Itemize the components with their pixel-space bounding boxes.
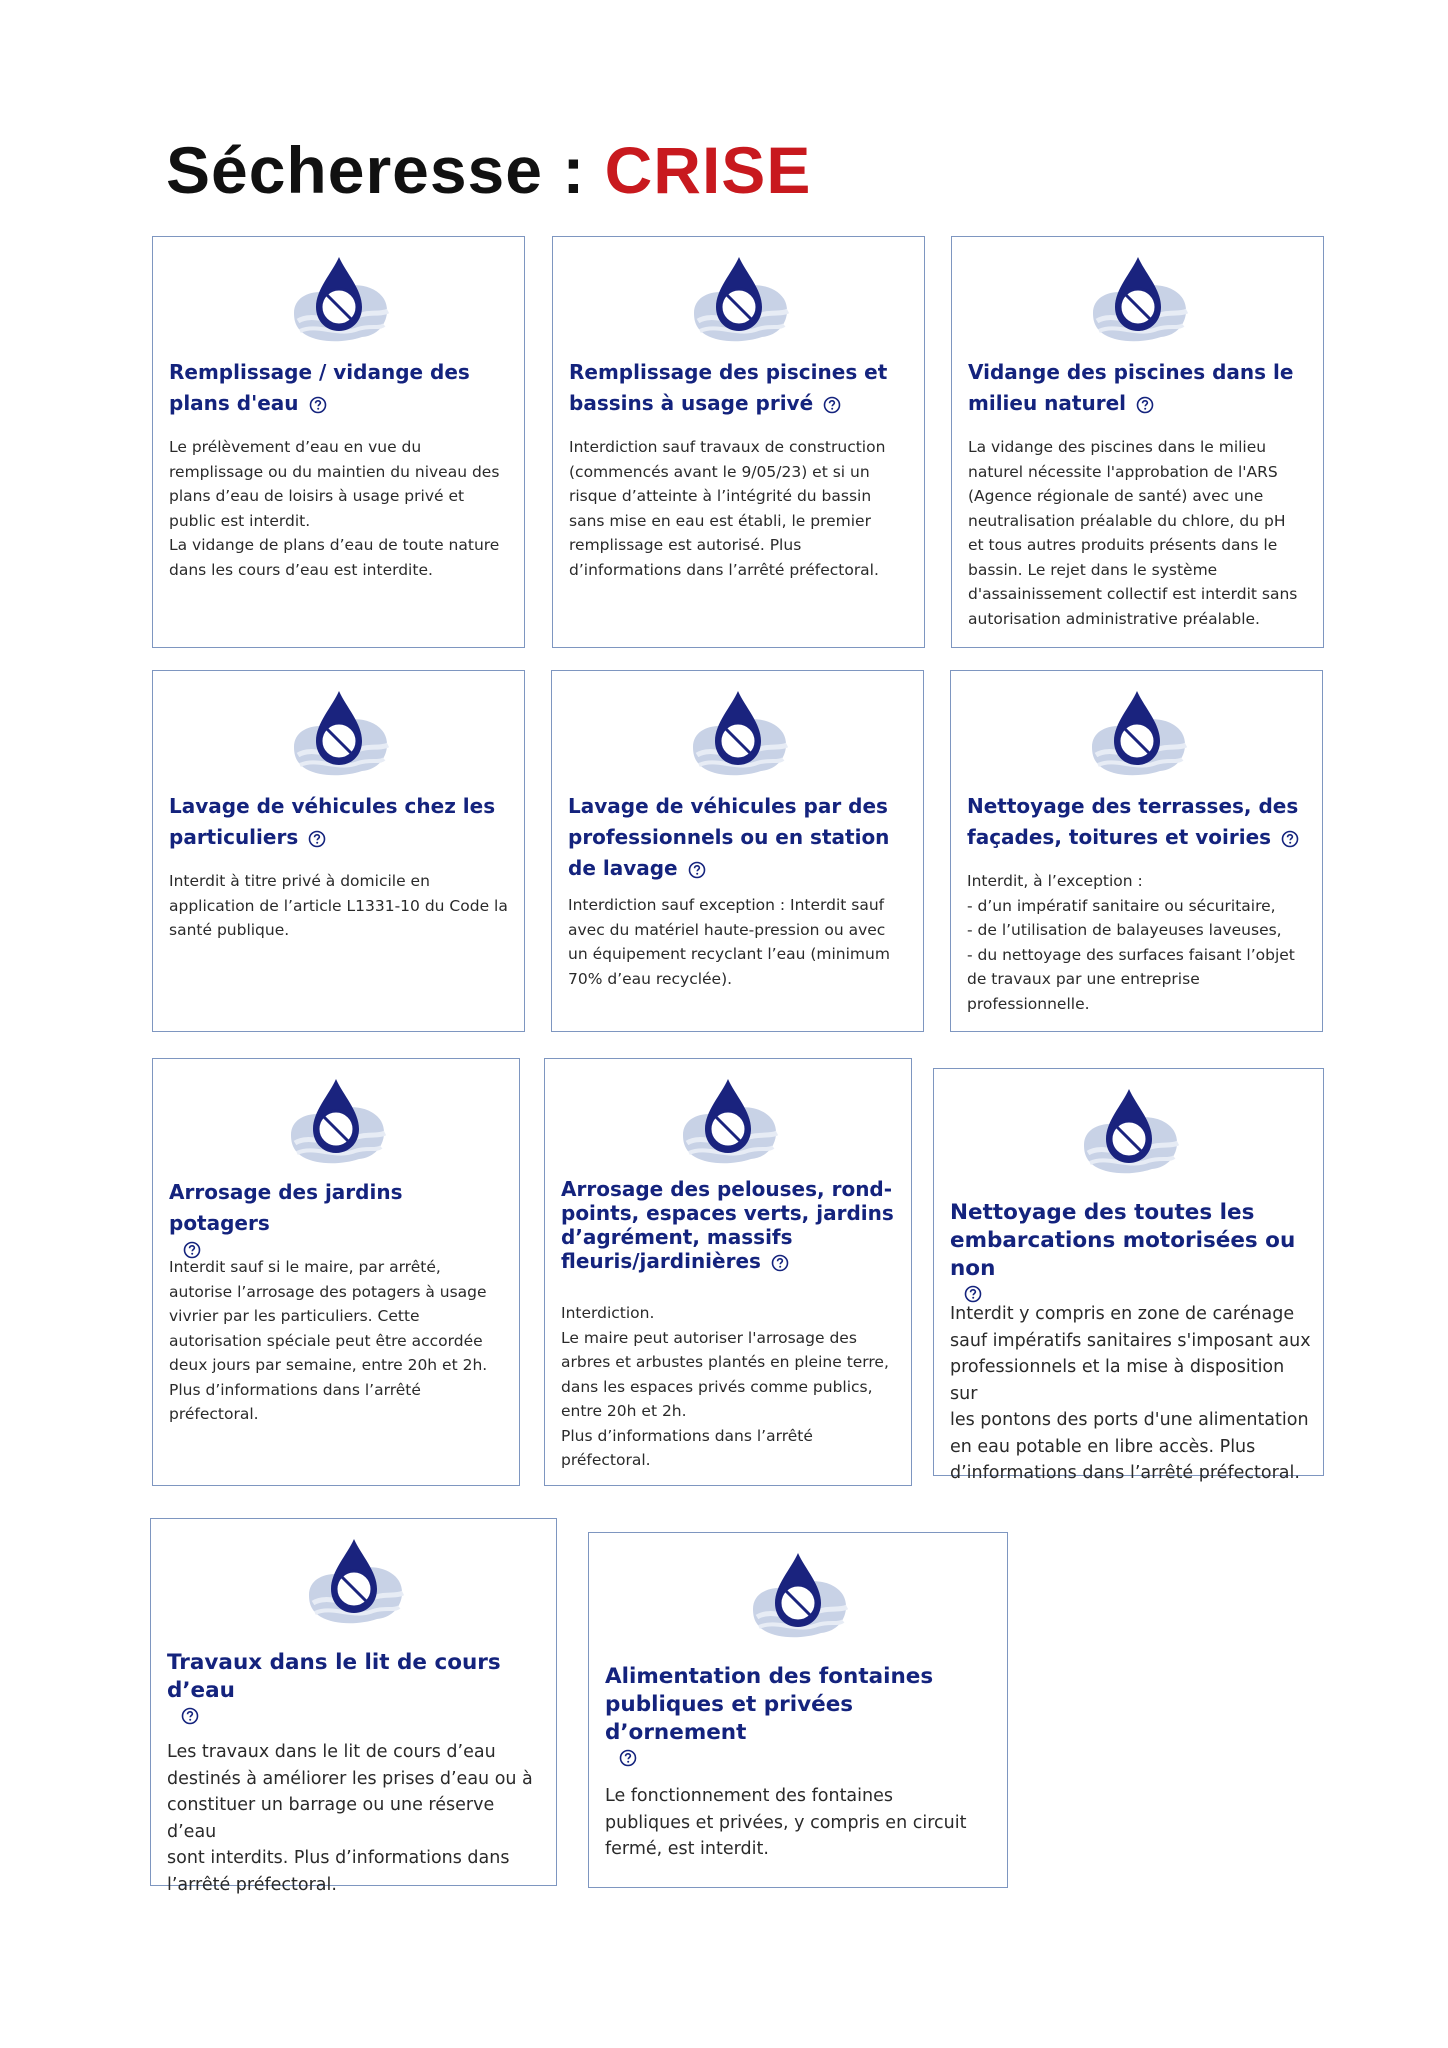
card-nettoyage-terrasses — [950, 670, 1323, 1032]
help-icon[interactable] — [181, 1707, 199, 1725]
card-remplissage-plans-eau — [152, 236, 525, 648]
help-icon[interactable] — [619, 1749, 637, 1767]
title-separator: : — [562, 133, 586, 207]
title-main: Sécheresse — [166, 133, 543, 207]
car-wash-prohibited-icon — [683, 685, 793, 785]
help-icon[interactable] — [1136, 396, 1154, 414]
watering-prohibited-icon — [673, 1073, 783, 1173]
watering-prohibited-icon — [281, 1073, 391, 1173]
card-body: Les travaux dans le lit de cours d’eau destinés à améliorer les prises d’eau ou à constituer un barrage ou une réserve d’eau sont interdits. Plus d’informations dans l’arrêté préfectoral. — [167, 1742, 533, 1895]
river-works-prohibited-icon — [299, 1533, 409, 1633]
card-lavage-particuliers — [152, 670, 525, 1032]
card-heading: Remplissage / vidange des plans d'eau — [169, 360, 470, 415]
help-icon[interactable] — [823, 396, 841, 414]
card-body: Interdit à titre privé à domicile en application de l’article L1331-10 du Code la santé publique. — [169, 872, 508, 939]
card-arrosage-potagers — [152, 1058, 520, 1486]
help-icon[interactable] — [308, 830, 326, 848]
card-heading: Nettoyage des toutes les embarcations motorisées ou non — [950, 1199, 1309, 1303]
card-heading: Lavage de véhicules chez les particuliers — [169, 794, 496, 849]
help-icon[interactable] — [771, 1254, 789, 1272]
card-remplissage-piscines — [552, 236, 925, 648]
car-wash-prohibited-icon — [1082, 685, 1192, 785]
card-heading: Vidange des piscines dans le milieu naturel — [968, 360, 1294, 415]
car-wash-prohibited-icon — [284, 685, 394, 785]
card-lavage-professionnels — [551, 670, 924, 1032]
card-heading: Alimentation des fontaines publiques et privées d’ornement — [605, 1663, 993, 1767]
card-body: Interdiction. Le maire peut autoriser l'arrosage des arbres et arbustes plantés en pleine terre, dans les espaces privés comme publics, entre 20h et 2h. Plus d’informations dans l’arrêté préfectoral. — [561, 1304, 889, 1469]
card-body: Interdiction sauf exception : Interdit sauf avec du matériel haute-pression ou avec un équipement recyclant l’eau (minimum 70% d’eau recyclée). — [568, 896, 890, 988]
card-vidange-piscines — [951, 236, 1324, 648]
help-icon[interactable] — [309, 396, 327, 414]
card-body: Le fonctionnement des fontaines publiques et privées, y compris en circuit fermé, est interdit. — [605, 1786, 967, 1859]
card-body: Interdit, à l’exception : - d’un impératif sanitaire ou sécuritaire, - de l’utilisation de balayeuses laveuses, - du nettoyage des surfaces faisant l’objet de travaux par une entreprise professionnelle. — [967, 872, 1295, 1013]
pool-prohibited-icon — [684, 251, 794, 351]
card-travaux-cours-eau — [150, 1518, 557, 1895]
card-body: Interdit sauf si le maire, par arrêté, autorise l’arrosage des potagers à usage vivrier par les particuliers. Cette autorisation spéciale peut être accordée deux jours par semaine, entre 20h et 2h. Plus d’informations dans l’arrêté préfectoral. — [169, 1258, 488, 1423]
title-crise-level: CRISE — [604, 133, 812, 207]
card-heading: Arrosage des jardins potagers — [169, 1177, 505, 1259]
boat-wash-prohibited-icon — [1074, 1083, 1184, 1183]
card-heading: Lavage de véhicules par des professionnels ou en station de lavage — [568, 794, 890, 880]
pool-prohibited-icon — [284, 251, 394, 351]
card-heading: Travaux dans le lit de cours d’eau — [167, 1649, 542, 1725]
help-icon[interactable] — [688, 861, 706, 879]
page-title — [166, 130, 811, 210]
card-body: Le prélèvement d’eau en vue du remplissage ou du maintien du niveau des plans d’eau de loisirs à usage privé et public est interdit. La vidange de plans d’eau de toute nature dans les cours d’eau est interdite. — [169, 438, 500, 579]
pool-prohibited-icon — [1083, 251, 1193, 351]
card-heading: Remplissage des piscines et bassins à usage privé — [569, 360, 888, 415]
card-body: Interdiction sauf travaux de construction (commencés avant le 9/05/23) et si un risque d’atteinte à l’intégrité du bassin sans mise en eau est établi, le premier remplissage est autorisé. Plus d’informations dans l’arrêté préfectoral. — [569, 438, 886, 579]
help-icon[interactable] — [1281, 830, 1299, 848]
card-body: Interdit y compris en zone de carénage sauf impératifs sanitaires s'imposant aux professionnels et la mise à disposition sur les pontons des ports d'une alimentation en eau potable en libre accès. Plus d’informations dans l’arrêté préfectoral. — [950, 1304, 1311, 1483]
card-nettoyage-embarcations — [933, 1068, 1324, 1483]
card-heading: Nettoyage des terrasses, des façades, toitures et voiries — [967, 794, 1299, 849]
card-fontaines — [588, 1532, 1008, 1888]
card-heading: Arrosage des pelouses, rond-points, espaces verts, jardins d’agrément, massifs fleuris/jardinières — [561, 1177, 894, 1273]
card-body: La vidange des piscines dans le milieu naturel nécessite l'approbation de l'ARS (Agence régionale de santé) avec une neutralisation préalable du chlore, du pH et tous autres produits présents dans le bassin. Le rejet dans le système d'assainissement collectif est interdit sans autorisation administrative préalable. — [968, 438, 1298, 628]
card-arrosage-pelouses — [544, 1058, 912, 1486]
fountain-prohibited-icon — [743, 1547, 853, 1647]
